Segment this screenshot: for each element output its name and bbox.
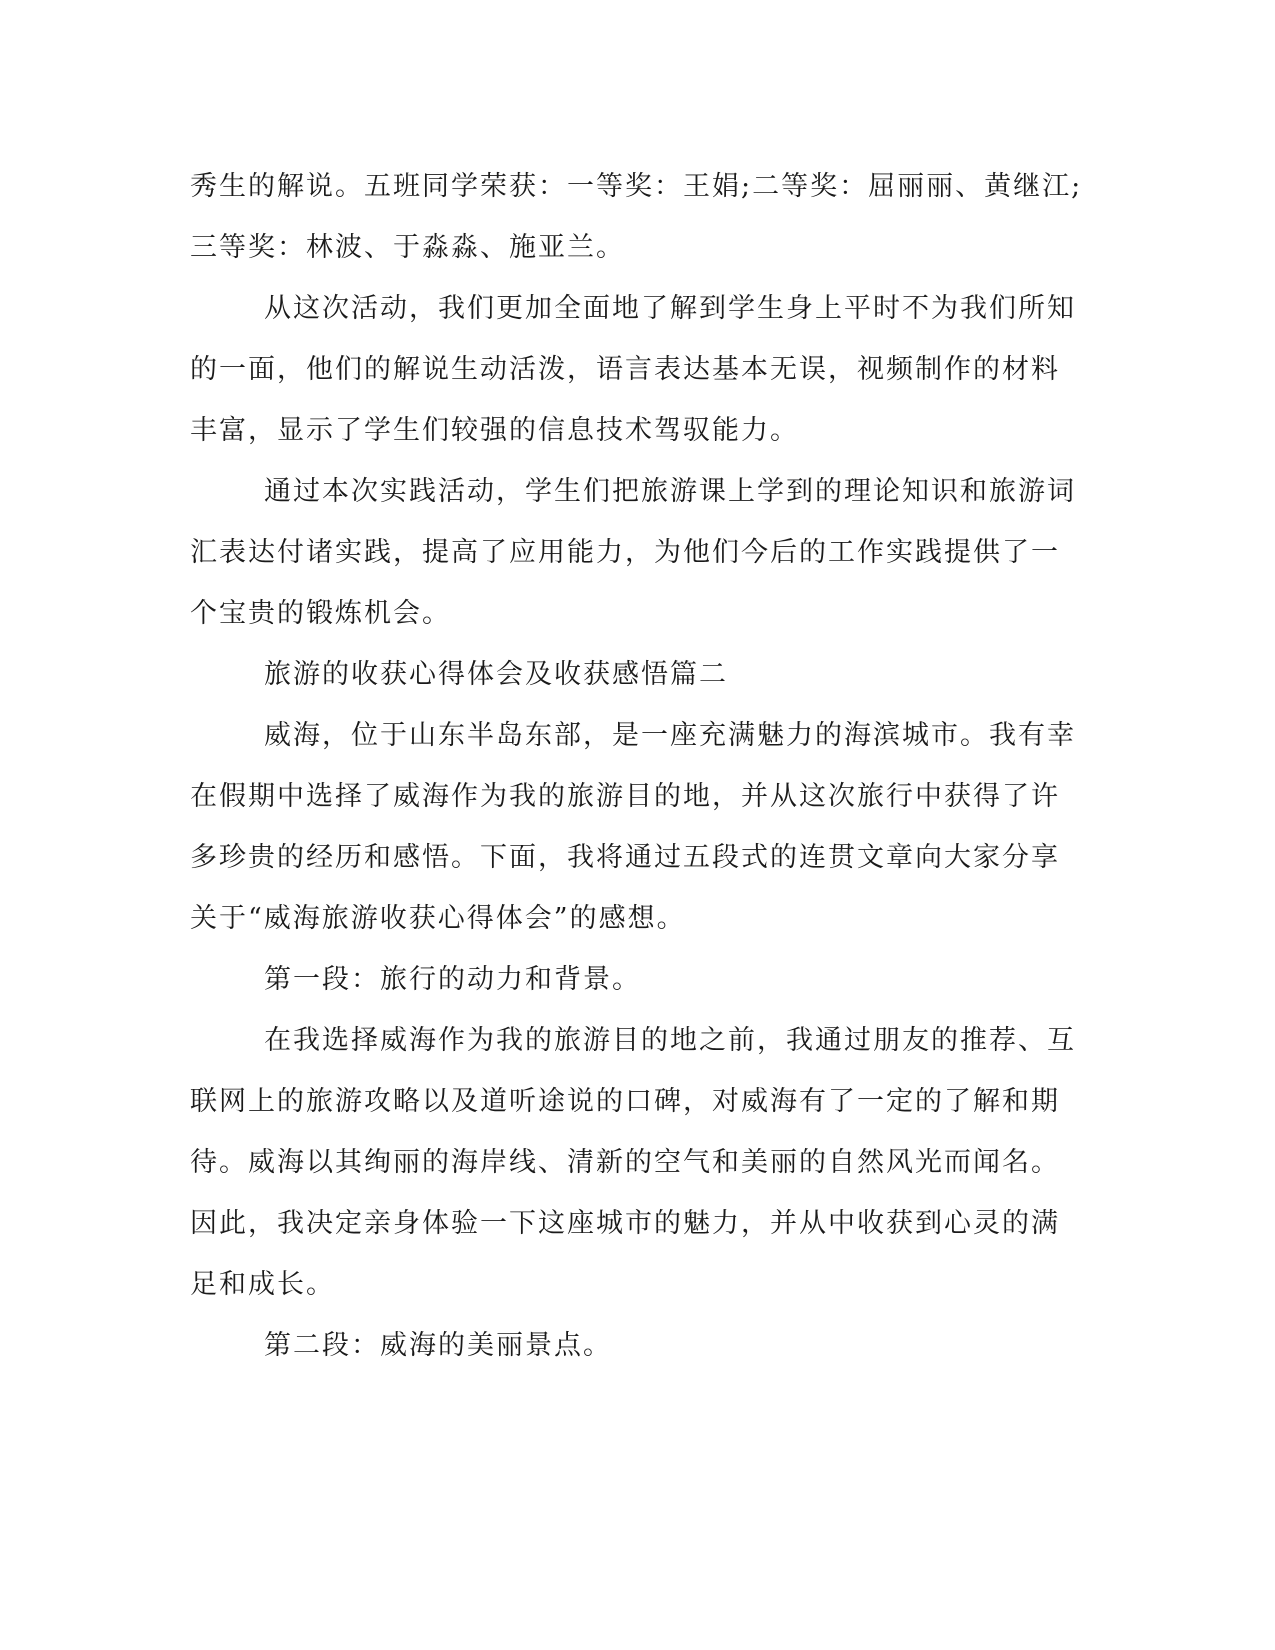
paragraph-practice-summary: 通过本次实践活动，学生们把旅游课上学到的理论知识和旅游词汇表达付诸实践，提高了应用能力，为他们今后的工作实践提供了一个宝贵的锻炼机会。 <box>190 476 1076 629</box>
section-heading-part-two: 旅游的收获心得体会及收获感悟篇二 <box>264 659 728 690</box>
subheading-section-two: 第二段：威海的美丽景点。 <box>264 1330 612 1361</box>
document-body <box>190 156 1085 1376</box>
paragraph-weihai-intro: 威海，位于山东半岛东部，是一座充满魅力的海滨城市。我有幸在假期中选择了威海作为我的旅游目的地，并从这次旅行中获得了许多珍贵的经历和感悟。下面，我将通过五段式的连贯文章向大家分享关于“威海旅游收获心得体会”的感想。 <box>190 720 1076 934</box>
paragraph-travel-motivation: 在我选择威海作为我的旅游目的地之前，我通过朋友的推荐、互联网上的旅游攻略以及道听途说的口碑，对威海有了一定的了解和期待。威海以其绚丽的海岸线、清新的空气和美丽的自然风光而闻名。因此，我决定亲身体验一下这座城市的魅力，并从中收获到心灵的满足和成长。 <box>190 1025 1076 1300</box>
paragraph-award-results: 秀生的解说。五班同学荣获：一等奖：王娟;二等奖：屈丽丽、黄继江;三等奖：林波、于淼淼、施亚兰。 <box>190 171 1083 263</box>
paragraph-activity-reflection: 从这次活动，我们更加全面地了解到学生身上平时不为我们所知的一面，他们的解说生动活泼，语言表达基本无误，视频制作的材料丰富，显示了学生们较强的信息技术驾驭能力。 <box>190 293 1076 446</box>
subheading-section-one: 第一段：旅行的动力和背景。 <box>264 964 641 995</box>
